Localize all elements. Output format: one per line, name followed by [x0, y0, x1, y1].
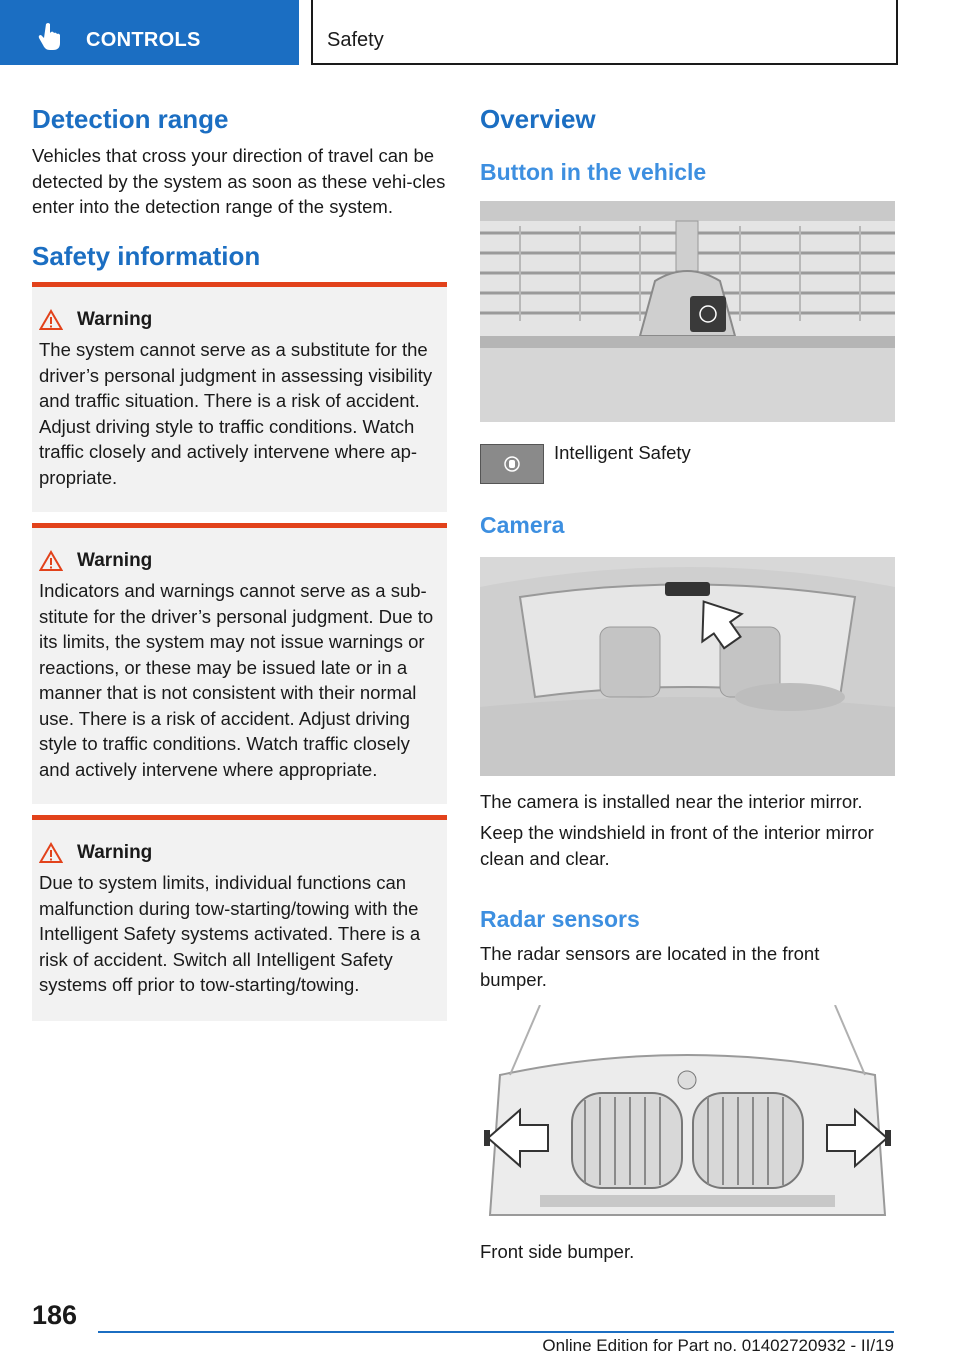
chapter-header: [311, 0, 898, 65]
section-tab-controls[interactable]: [0, 0, 299, 65]
radar-sensors-text: The radar sensors are located in the front bumper.: [480, 943, 820, 990]
intelligent-safety-label: Intelligent Safety: [554, 442, 691, 463]
footer-divider: [98, 1331, 894, 1333]
detection-range-text: Vehicles that cross your direction of travel can be detected by the system as soon as these vehi-cles enter into the detection range of the system.: [32, 145, 446, 217]
warning-box-2: [32, 523, 447, 804]
warning-text: The system cannot serve as a substitute for the driver’s personal judgment in assessing visibility and traffic situation. There is a risk of accident. Adjust driving style to traffic conditions. Watch traffic closely and actively intervene where ap-propriate.: [39, 339, 433, 488]
warning-triangle-icon: [39, 309, 63, 331]
warning-triangle-icon: [39, 550, 63, 572]
warning-text: Indicators and warnings cannot serve as a sub-stitute for the driver’s personal judgment. Due to its limits, the system may not issue warnings or reactions, or these may be issued late or in a manner that is not consistent with their normal use. There is a risk of accident. Adjust driving style to traffic conditions. Watch traffic closely and actively intervene where appropriate.: [39, 580, 434, 780]
footer-edition: Online Edition for Part no. 01402720932 - II/19: [542, 1336, 894, 1355]
warning-title: Warning: [77, 309, 153, 330]
button-in-vehicle-heading: Button in the vehicle: [480, 159, 707, 185]
radar-sensors-heading: Radar sensors: [480, 906, 640, 932]
camera-location-image: [480, 557, 895, 776]
bumper-caption: Front side bumper.: [480, 1241, 635, 1262]
warning-box-1: [32, 282, 447, 512]
camera-heading: Camera: [480, 512, 565, 538]
intelligent-safety-icon: [480, 444, 544, 484]
pointing-hand-icon: [38, 22, 64, 50]
section-tab-label: CONTROLS: [86, 29, 201, 51]
camera-text-2: Keep the windshield in front of the interior mirror clean and clear.: [480, 822, 874, 869]
overview-heading: Overview: [480, 104, 596, 134]
warning-title: Warning: [77, 550, 153, 571]
warning-triangle-icon: [39, 842, 63, 864]
dashboard-button-image: [480, 201, 895, 422]
warning-title: Warning: [77, 842, 153, 863]
safety-information-heading: Safety information: [32, 241, 261, 271]
page-number: 186: [32, 1300, 78, 1330]
front-bumper-image: [480, 1005, 895, 1227]
warning-box-3: [32, 815, 447, 1021]
camera-text-1: The camera is installed near the interior mirror.: [480, 791, 863, 812]
detection-range-heading: Detection range: [32, 104, 229, 134]
warning-text: Due to system limits, individual functions can malfunction during tow-starting/towing with the Intelligent Safety systems activated. There is a risk of accident. Switch all Intelligent Safety systems off prior to tow-starting/towing.: [39, 872, 421, 995]
chapter-title: Safety: [327, 29, 384, 51]
